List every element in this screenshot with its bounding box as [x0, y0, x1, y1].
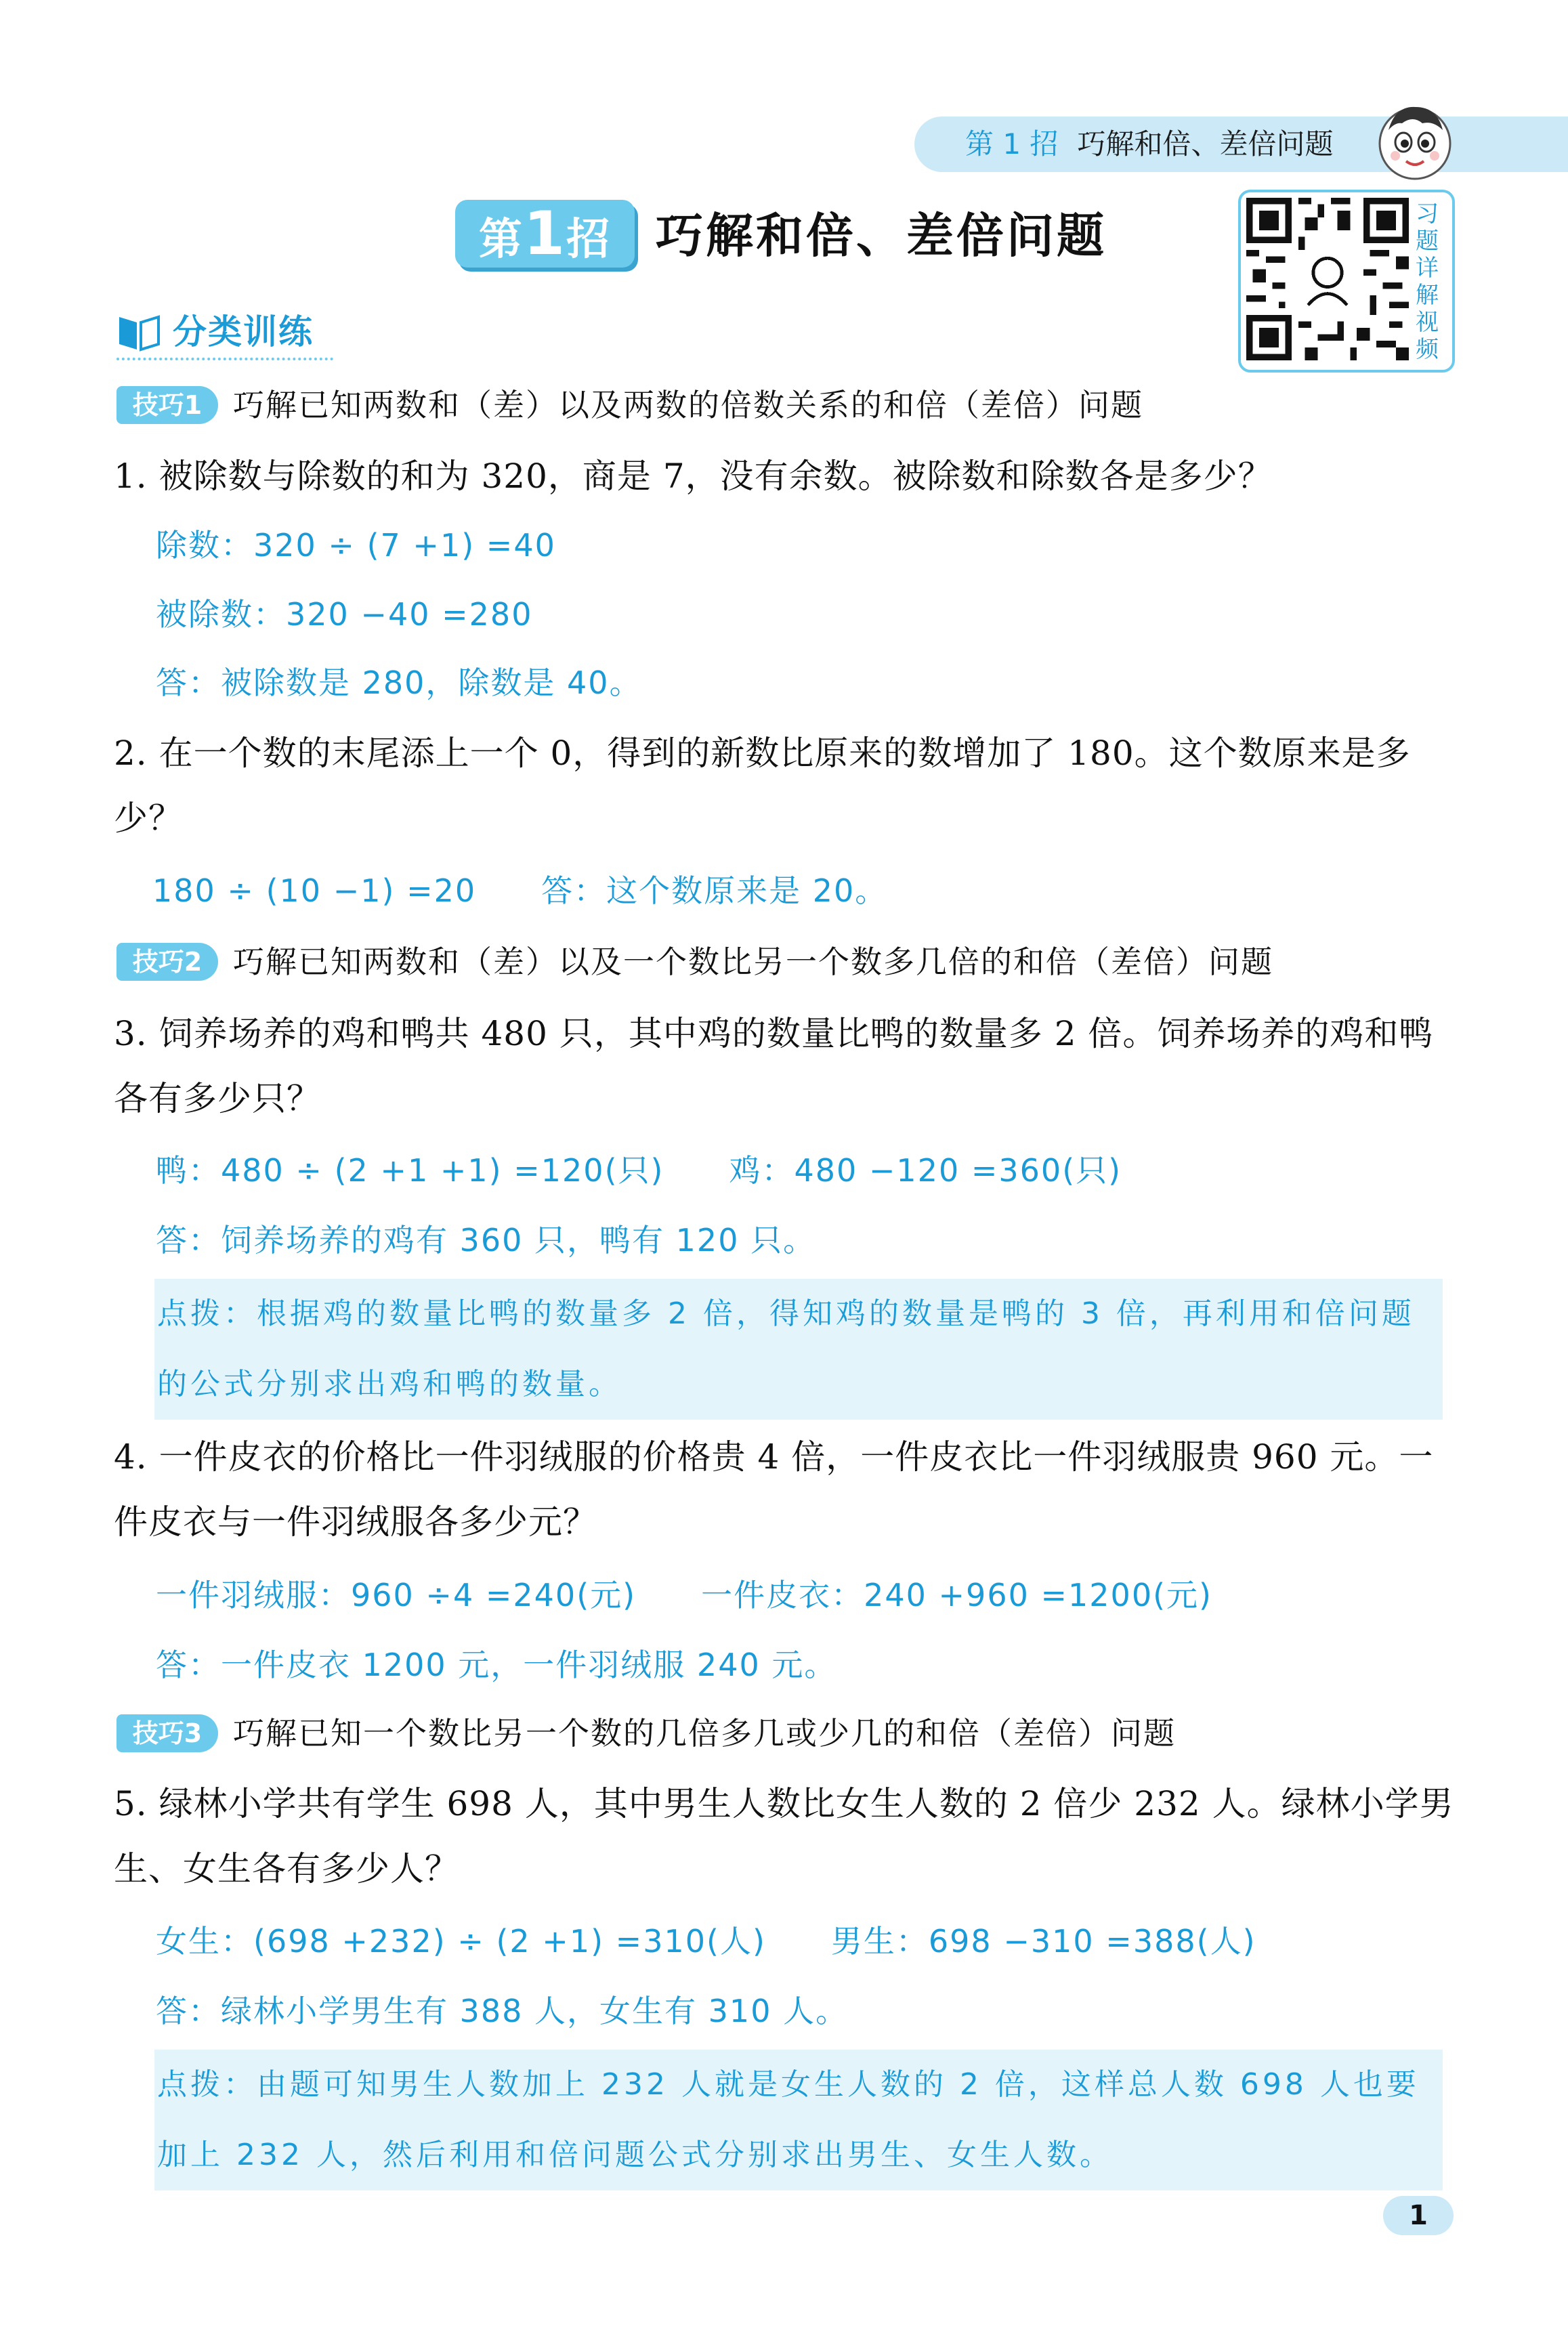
qr-side-text — [1412, 200, 1443, 363]
skill-badge: 技巧3 — [116, 1714, 218, 1752]
header-title: 巧解和倍、差倍问题 — [1077, 127, 1334, 161]
tip-box: 点拨：由题可知男生人数加上 232 人就是女生人数的 2 倍，这样总人数 698 人也要加上 232 人，然后利用和倍问题公式分别求出男生、女生人数。 — [154, 2050, 1443, 2191]
problem-question: 4. 一件皮衣的价格比一件羽绒服的价格贵 4 倍，一件皮衣比一件羽绒服贵 960 元。一件皮衣与一件羽绒服各多少元？ — [114, 1437, 1434, 1542]
running-header — [965, 123, 1333, 165]
problem-question: 1. 被除数与除数的和为 320，商是 7，没有余数。被除数和除数各是多少？ — [114, 457, 1273, 496]
page-number: 1 — [1383, 2196, 1454, 2235]
qr-side-char: 解 — [1416, 282, 1439, 309]
section-underline — [116, 358, 333, 360]
skill-text: 巧解已知一个数比另一个数的几倍多几或少几的和倍（差倍）问题 — [233, 1715, 1176, 1752]
problem-answer: 答：绿林小学男生有 388 人，女生有 310 人。 — [156, 1993, 849, 2029]
qr-side-char: 视 — [1416, 309, 1439, 336]
tip-box: 点拨：根据鸡的数量比鸭的数量多 2 倍，得知鸡的数量是鸭的 3 倍，再利用和倍问题的公式分别求出鸡和鸭的数量。 — [154, 1279, 1443, 1420]
problem-answer: 鸭：480 ÷ (2 +1 +1) =120(只) 鸡：480 −120 =360(只) — [156, 1152, 1122, 1189]
section-title: 分类训练 — [173, 312, 314, 352]
qr-side-char: 详 — [1416, 255, 1439, 282]
skill-badge: 技巧1 — [116, 386, 218, 424]
problem-answer: 答：一件皮衣 1200 元，一件羽绒服 240 元。 — [156, 1647, 837, 1683]
qr-side-char: 题 — [1416, 228, 1439, 255]
qr-side-char: 习 — [1416, 200, 1439, 228]
chapter-badge — [455, 200, 635, 268]
problem-answer: 除数：320 ÷ (7 +1) =40 — [156, 527, 556, 564]
qr-code-icon[interactable] — [1246, 198, 1409, 360]
skill-badge: 技巧2 — [116, 943, 218, 981]
mascot-icon — [1375, 100, 1455, 186]
book-icon — [116, 313, 164, 352]
problem-question: 2. 在一个数的末尾添上一个 0，得到的新数比原来的数增加了 180。这个数原来是多少？ — [114, 734, 1411, 838]
problem-answer: 女生：(698 +232) ÷ (2 +1) =310(人) 男生：698 −310 =388(人) — [156, 1923, 1256, 1960]
badge-pre: 第 — [478, 215, 524, 265]
problem-question: 5. 绿林小学共有学生 698 人，其中男生人数比女生人数的 2 倍少 232 人。绿林小学男生、女生各有多少人？ — [114, 1784, 1454, 1888]
skill-text: 巧解已知两数和（差）以及两数的倍数关系的和倍（差倍）问题 — [233, 387, 1143, 423]
header-chapter: 第 1 招 — [965, 127, 1059, 161]
badge-number: 1 — [523, 198, 567, 268]
problem-answer: 答：饲养场养的鸡有 360 只，鸭有 120 只。 — [156, 1222, 816, 1258]
problem-question: 3. 饲养场养的鸡和鸭共 480 只，其中鸡的数量比鸭的数量多 2 倍。饲养场养的鸡和鸭各有多少只？ — [114, 1014, 1434, 1118]
problem-answer: 被除数：320 −40 =280 — [156, 596, 533, 633]
problem-answer: 180 ÷ (10 −1) =20 答：这个数原来是 20。 — [152, 872, 888, 909]
skill-text: 巧解已知两数和（差）以及一个数比另一个数多几倍的和倍（差倍）问题 — [233, 944, 1273, 980]
badge-post: 招 — [566, 215, 612, 265]
qr-side-char: 频 — [1416, 336, 1439, 363]
problem-answer: 一件羽绒服：960 ÷4 =240(元) 一件皮衣：240 +960 =1200(元) — [156, 1577, 1212, 1613]
page-title: 巧解和倍、差倍问题 — [656, 208, 1107, 263]
problem-answer: 答：被除数是 280，除数是 40。 — [156, 664, 642, 701]
